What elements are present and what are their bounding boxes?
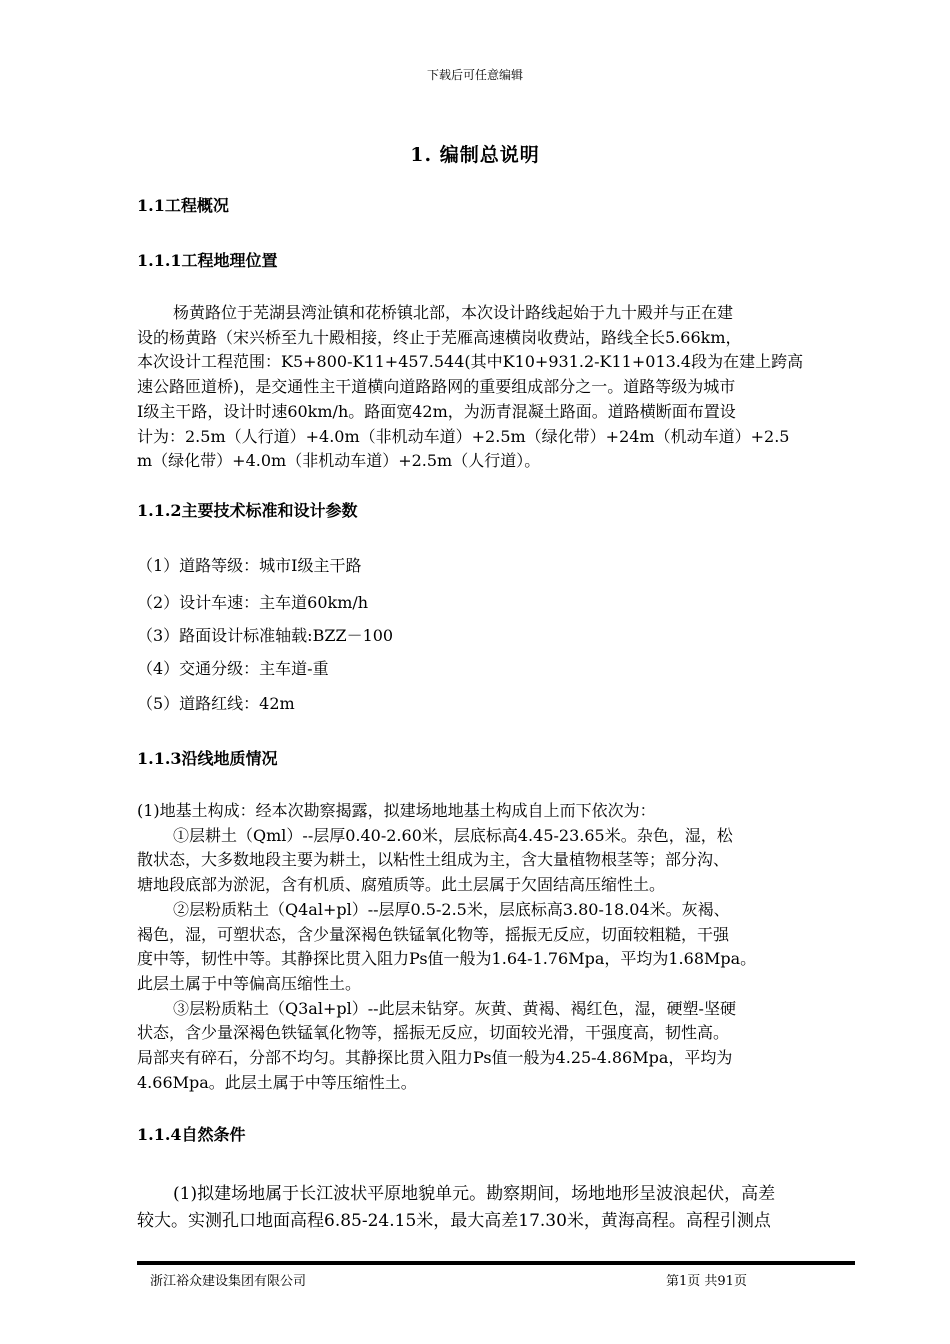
standard-item: （4）交通分级：主车道-重 [137, 659, 329, 678]
paragraph-line: Ⅰ级主干路，设计时速60km/h。路面宽42m，为沥青混凝土路面。道路横断面布置设 [137, 401, 736, 421]
paragraph-line: ①层耕土（Qml）--层厚0.40-2.60米，层底标高4.45-23.65米。杂色，湿，松 [173, 825, 733, 845]
paragraph-line: 设的杨黄路（宋兴桥至九十殿相接，终止于芜雁高速横岗收费站，路线全长5.66km， [137, 327, 742, 347]
page-header-note: 下载后可任意编辑 [426, 68, 523, 82]
footer-divider [137, 1261, 855, 1265]
section-heading-1-1-4: 1.1.4自然条件 [137, 1125, 246, 1144]
paragraph-line: 状态，含少量深褐色铁锰氧化物等，摇振无反应，切面较光滑，干强度高，韧性高。 [137, 1023, 730, 1043]
natural-paragraph [137, 1181, 859, 1235]
document-title: 1. 编制总说明 [410, 144, 540, 166]
paragraph-line: 塘地段底部为淤泥，含有机质、腐殖质等。此土层属于欠固结高压缩性土。 [137, 875, 666, 895]
standard-item: （1）道路等级：城市Ⅰ级主干路 [137, 556, 362, 575]
paragraph-line: 度中等，韧性中等。其静探比贯入阻力Ps值一般为1.64-1.76Mpa，平均为1.68Mpa。 [137, 949, 757, 969]
paragraph-line: 散状态，大多数地段主要为耕土，以粘性土组成为主，含大量植物根茎等；部分沟、 [137, 850, 730, 870]
paragraph-line: (1)拟建场地属于长江波状平原地貌单元。勘察期间，场地地形呈波浪起伏，高差 [173, 1184, 776, 1204]
section-heading-1-1: 1.1工程概况 [137, 196, 229, 215]
paragraph-line: 较大。实测孔口地面高程6.85-24.15米，最大高差17.30米，黄海高程。高程引测点 [137, 1211, 771, 1231]
location-paragraph [137, 301, 859, 474]
paragraph-line: 此层土属于中等偏高压缩性土。 [137, 973, 362, 993]
section-heading-1-1-3: 1.1.3沿线地质情况 [137, 749, 278, 768]
paragraph-line: 计为：2.5m（人行道）+4.0m（非机动车道）+2.5m（绿化带）+24m（机动车道）+2.5 [137, 426, 790, 446]
paragraph-line: 本次设计工程范围：K5+800-K11+457.544(其中K10+931.2-K11+013.4段为在建上跨高 [137, 352, 804, 372]
standard-item: （3）路面设计标准轴载:BZZ－100 [137, 626, 394, 645]
paragraph-line: m（绿化带）+4.0m（非机动车道）+2.5m（人行道）。 [137, 451, 541, 471]
paragraph-line: ③层粉质粘土（Q3al+pl）--此层未钻穿。灰黄、黄褐、褐红色，湿，硬塑-坚硬 [173, 998, 736, 1018]
geology-intro: (1)地基土构成：经本次勘察揭露，拟建场地地基土构成自上而下依次为： [137, 801, 656, 820]
section-heading-1-1-2: 1.1.2主要技术标准和设计参数 [137, 501, 358, 520]
paragraph-line: 速公路匝道桥)，是交通性主干道横向道路路网的重要组成部分之一。道路等级为城市 [137, 377, 736, 397]
paragraph-line: 4.66Mpa。此层土属于中等压缩性土。 [137, 1072, 417, 1092]
paragraph-line: ②层粉质粘土（Q4al+pl）--层厚0.5-2.5米，层底标高3.80-18.04米。灰褐、 [173, 899, 730, 919]
paragraph-line: 褐色，湿，可塑状态，含少量深褐色铁锰氧化物等，摇振无反应，切面较粗糙，干强 [137, 924, 730, 944]
standard-item: （2）设计车速：主车道60km/h [137, 593, 369, 612]
paragraph-line: 局部夹有碎石，分部不均匀。其静探比贯入阻力Ps值一般为4.25-4.86Mpa，平均为 [137, 1048, 733, 1068]
geology-paragraph [137, 799, 859, 1095]
paragraph-line: 杨黄路位于芜湖县湾沚镇和花桥镇北部，本次设计路线起始于九十殿并与正在建 [173, 303, 734, 322]
standard-item: （5）道路红线：42m [137, 694, 295, 713]
footer-page-number: 第1页 共91页 [666, 1274, 747, 1289]
footer-company: 浙江裕众建设集团有限公司 [150, 1274, 307, 1289]
section-heading-1-1-1: 1.1.1工程地理位置 [137, 251, 278, 270]
